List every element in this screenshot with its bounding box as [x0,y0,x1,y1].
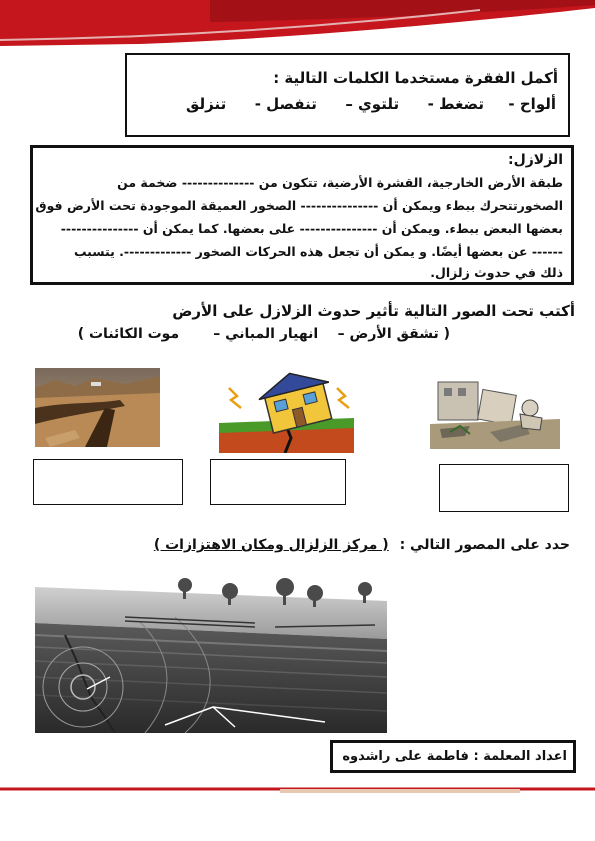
exercise-2-title: الزلازل: [508,152,563,168]
paragraph-line: بعضها البعض ببطء. ويمكن أن --------------- على بعضها. كما يمكن أن --------------- [60,221,563,236]
header-decoration [0,0,595,48]
exercise-4-instruction [154,537,570,553]
exercise-3-instruction: أكتب تحت الصور التالية تأثير حدوث الزلازل على الأرض [172,302,575,320]
earthquake-diagram [35,577,387,733]
exercise-1-box [125,53,570,137]
footer-decoration [0,782,595,796]
collapsing-house-image [219,368,354,453]
exercise-4-instruction-paren: ( مركز الزلزال ومكان الاهتزازات ) [153,537,389,553]
word-bank-item: تنفصل - [254,95,317,113]
ground-crack-image [35,368,160,447]
word-bank-item: تلتوي – [345,95,400,113]
paragraph-line: ------ عن بعضها أيضًا. و يمكن أن تجعل هذه الحركات الصخور -------------. يتسبب [73,244,563,259]
paragraph-line: طبقة الأرض الخارجية، القشرة الأرضية، تتكون من -------------- ضخمة من [117,175,563,190]
paragraph-line: ذلك في حدوث زلزال. [430,265,563,280]
word-bank-item: ألواح - [508,95,556,113]
answer-box-collapsing-house[interactable] [210,459,346,505]
exercise-3-options: ( تشقق الأرض – انهيار المباني – موت الكائنات ) [77,326,450,342]
word-bank-item: تنزلق [185,95,227,113]
answer-box-dead-creatures[interactable] [439,464,569,512]
answer-box-ground-crack[interactable] [33,459,183,505]
paragraph-line: الصخورتتحرك ببطء ويمكن أن --------------- الصخور العميقة الموجودة تحت الأرض فوق [35,198,563,213]
exercise-2-box [30,145,574,285]
exercise-1-word-bank [186,95,556,113]
exercise-4-instruction-main: حدد على المصور التالي : [399,537,570,553]
exercise-1-instruction: أكمل الفقرة مستخدما الكلمات التالية : [273,69,558,87]
dead-creatures-image [430,374,560,449]
teacher-credit: اعداد المعلمة : فاطمة على راشدوه [342,749,567,764]
word-bank-item: تضغط - [427,95,484,113]
teacher-credit-box [330,740,576,773]
